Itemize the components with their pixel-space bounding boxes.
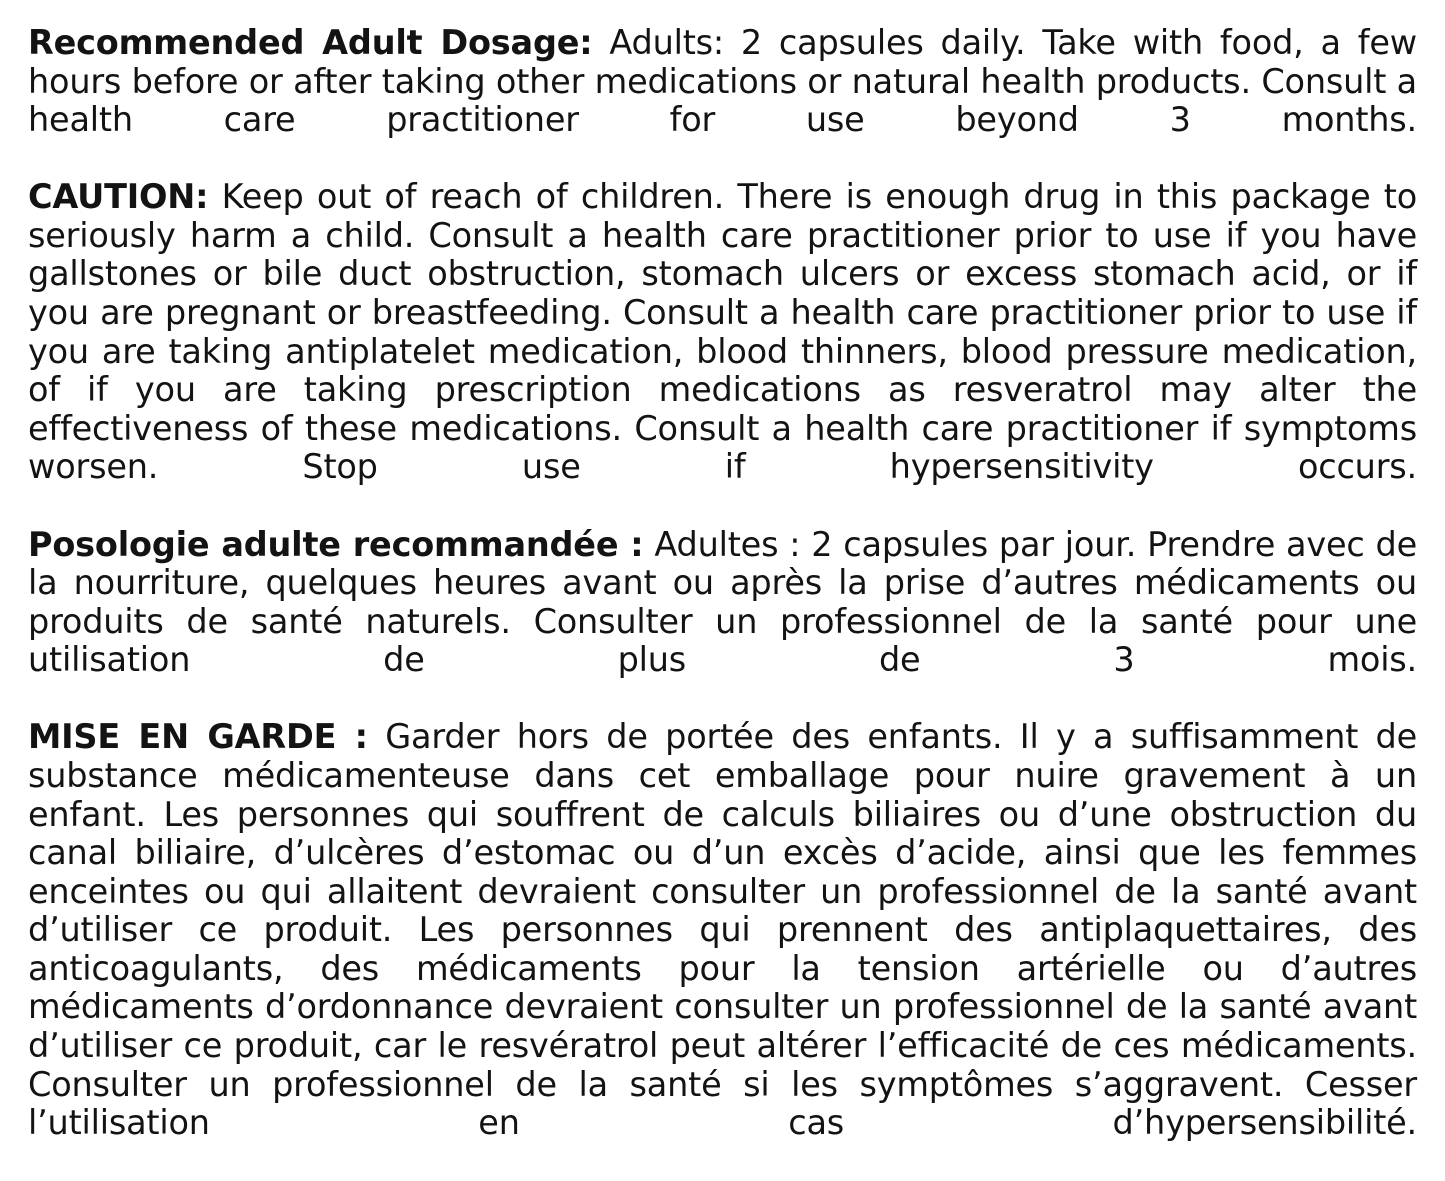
section-heading: Posologie adulte recommandée : [28, 524, 644, 564]
section-recommended-adult-dosage-en [28, 24, 1417, 178]
section-heading: MISE EN GARDE : [28, 717, 368, 757]
section-body: Adults: 2 capsules daily. Take with food, a few hours before or after taking other medications or natural health products. Consult a health care practitioner for use beyond 3 months. [28, 23, 1417, 140]
section-body: Adultes : 2 capsules par jour. Prendre avec de la nourriture, quelques heures avant ou après la prise d’autres médicaments ou produits de santé naturels. Consulter un professionnel de la santé pour une utilisation de plus de 3 mois. [28, 524, 1418, 680]
section-body: Keep out of reach of children. There is enough drug in this package to seriously harm a child. Consult a health care practitioner prior to use if you have gallstones or bile duct obstruction, stomach ulcers or excess stomach acid, or if you are pregnant or breastfeeding. Consult a health care practitioner prior to use if you are taking antiplatelet medication, blood thinners, blood pressure medication, of if you are taking prescription medications as resveratrol may alter the effectiveness of these medications. Consult a health care practitioner if symptoms worsen. Stop use if hypersensitivity occurs. [28, 177, 1417, 487]
section-caution-en [28, 178, 1417, 525]
section-posologie-adulte-fr [28, 526, 1417, 719]
section-heading: Recommended Adult Dosage: [28, 23, 593, 62]
section-heading: CAUTION: [28, 177, 209, 217]
section-mise-en-garde-fr [28, 718, 1417, 1181]
section-body: Garder hors de portée des enfants. Il y a suffisamment de substance médicamenteuse dans cet emballage pour nuire gravement à un enfant. Les personnes qui souffrent de calculs biliaires ou d’une obstruction du canal biliaire, d’ulcères d’estomac ou d’un excès d’acide, ainsi que les femmes enceintes ou qui allaitent devraient consulter un professionnel de la santé avant d’utiliser ce produit. Les personnes qui prennent des antiplaquettaires, des anticoagulants, des médicaments pour la tension artérielle ou d’autres médicaments d’ordonnance devraient consulter un professionnel de la santé avant d’utiliser ce produit, car le resvératrol peut altérer l’efficacité de ces médicaments. Consulter un professionnel de la santé si les symptômes s’aggravent. Cesser l’utilisation en cas d’hypersensibilité. [28, 717, 1417, 1143]
